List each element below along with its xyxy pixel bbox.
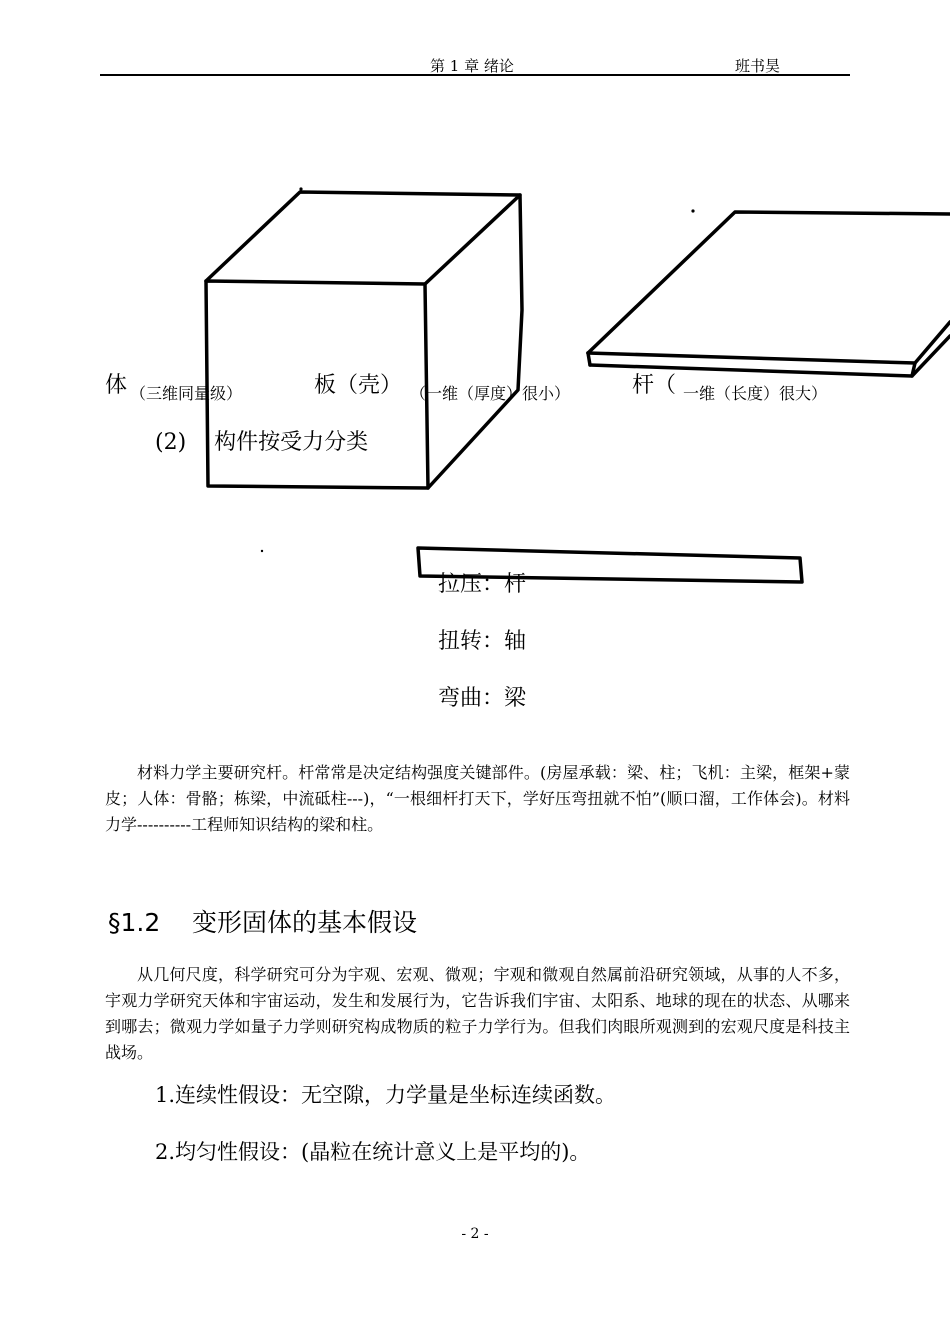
header-author: 班书昊 [735,57,781,75]
sketch-dot [299,187,302,190]
label-plate: 板（壳） [314,373,403,398]
load-type-tension: 拉压：杆 [438,572,527,597]
header-chapter: 第 1 章 绪论 [430,57,514,75]
plate-sketch [588,212,950,376]
classification-heading: (2) 构件按受力分类 [155,430,369,455]
paragraph-scales: 从几何尺度，科学研究可分为宇观、宏观、微观；宇观和微观自然属前沿研究领域，从事的人不多，宇观力学研究天体和宇宙运动，发生和发展行为，它告诉我们宇宙、太阳系、地球的现在的状态、从哪来到哪去；微观力学如量子力学则研究构成物质的粒子力学行为。但我们肉眼所观测到的宏观尺度是科技主战场。 [105,965,850,1062]
label-rod: 杆（ [632,373,677,398]
assumption-continuity: 1.连续性假设：无空隙，力学量是坐标连续函数。 [155,1083,617,1107]
paragraph-rods: 材料力学主要研究杆。杆常常是决定结构强度关键部件。(房屋承载：梁、柱；飞机：主梁，框架+蒙皮；人体：骨骼；栋梁，中流砥柱---)，“一根细杆打天下，学好压弯扭就不怕”(顺口溜，工作体会)。材料力学----------工程师知识结构的梁和柱。 [105,763,850,834]
label-body: 体 [105,373,128,398]
sketch-dot [691,209,694,212]
sketch-dot [261,550,263,552]
load-type-bending: 弯曲：梁 [438,686,527,711]
label-plate-note: （一维（厚度）很小） [410,384,571,403]
label-body-note: （三维同量级） [130,384,243,403]
assumption-homogeneity: 2.均匀性假设：(晶粒在统计意义上是平均的)。 [155,1140,591,1164]
load-type-torsion: 扭转：轴 [438,629,527,654]
page-number: - 2 - [461,1226,489,1242]
section-title: §1.2 变形固体的基本假设 [108,908,418,937]
label-rod-note: 一维（长度）很大） [683,384,828,403]
